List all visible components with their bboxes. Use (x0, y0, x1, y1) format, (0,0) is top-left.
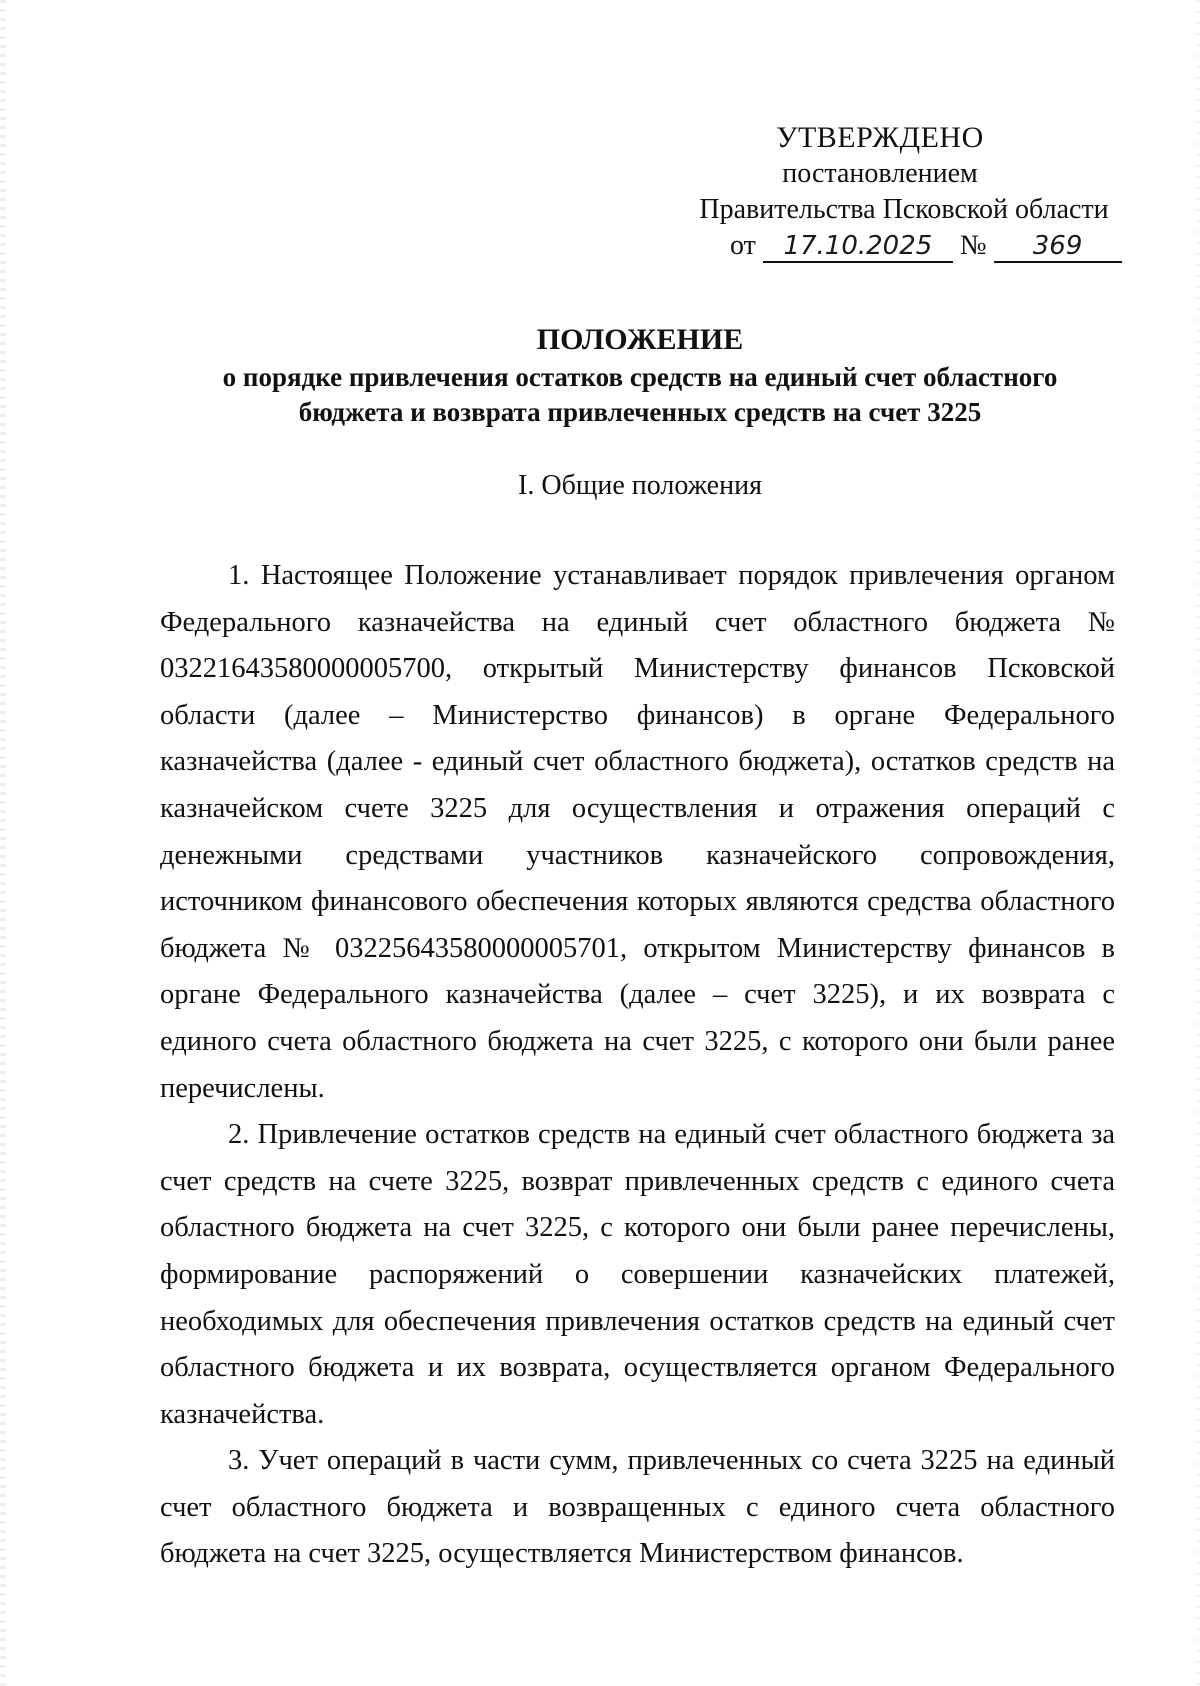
document-subtitle (150, 360, 1130, 430)
number-sign: № (959, 230, 987, 261)
document-title: ПОЛОЖЕНИЕ (536, 323, 744, 356)
subtitle-line-1: о порядке привлечения остатков средств на единый счет областного (222, 362, 1058, 392)
scan-edge-right (1196, 0, 1200, 1686)
paragraph-1: 1. Настоящее Положение устанавливает порядок привлечения органом Федерального казначейства на единый счет областного бюджета № 03221643580000005700, открытый Министерству финансов Псковской области (далее – Министерство финансов) в органе Федерального казначейства (далее - единый счет областного бюджета), остатков средств на казначейском счете 3225 для осуществления и отражения операций с денежными средствами участников казначейского сопровождения, источником финансового обеспечения которых являются средства областного бюджета № 03225643580000005701, открытом Министерству финансов в органе Федерального казначейства (далее – счет 3225), и их возврата с единого счета областного бюджета на счет 3225, с которого они были ранее перечислены. (160, 560, 1115, 1104)
date-prefix: от (730, 230, 756, 261)
paragraph-2: 2. Привлечение остатков средств на единый счет областного бюджета за счет средств на счете 3225, возврат привлеченных средств с единого счета областного бюджета на счет 3225, с которого они были ранее перечислены, формирование распоряжений о совершении казначейских платежей, необходимых для обеспечения привлечения остатков средств на единый счет областного бюджета и их возврата, осуществляется органом Федерального казначейства. (160, 1119, 1115, 1430)
handwritten-number: 369 (994, 231, 1122, 263)
section-heading: I. Общие положения (518, 470, 762, 501)
approval-by-line1: постановлением (782, 158, 978, 189)
subtitle-line-2: бюджета и возврата привлеченных средств на счет 3225 (298, 397, 982, 427)
scan-edge-left (0, 0, 6, 1686)
approval-heading: УТВЕРЖДЕНО (776, 121, 984, 154)
handwritten-date: 17.10.2025 (763, 231, 953, 263)
approval-by-line2: Правительства Псковской области (699, 194, 1109, 225)
document-body (160, 553, 1115, 1578)
approval-date-line (730, 228, 1130, 264)
approval-block (640, 120, 1120, 228)
paragraph-3: 3. Учет операций в части сумм, привлеченных со счета 3225 на единый счет областного бюджета и возвращенных с единого счета областного бюджета на счет 3225, осуществляется Министерством финансов. (160, 1445, 1115, 1570)
